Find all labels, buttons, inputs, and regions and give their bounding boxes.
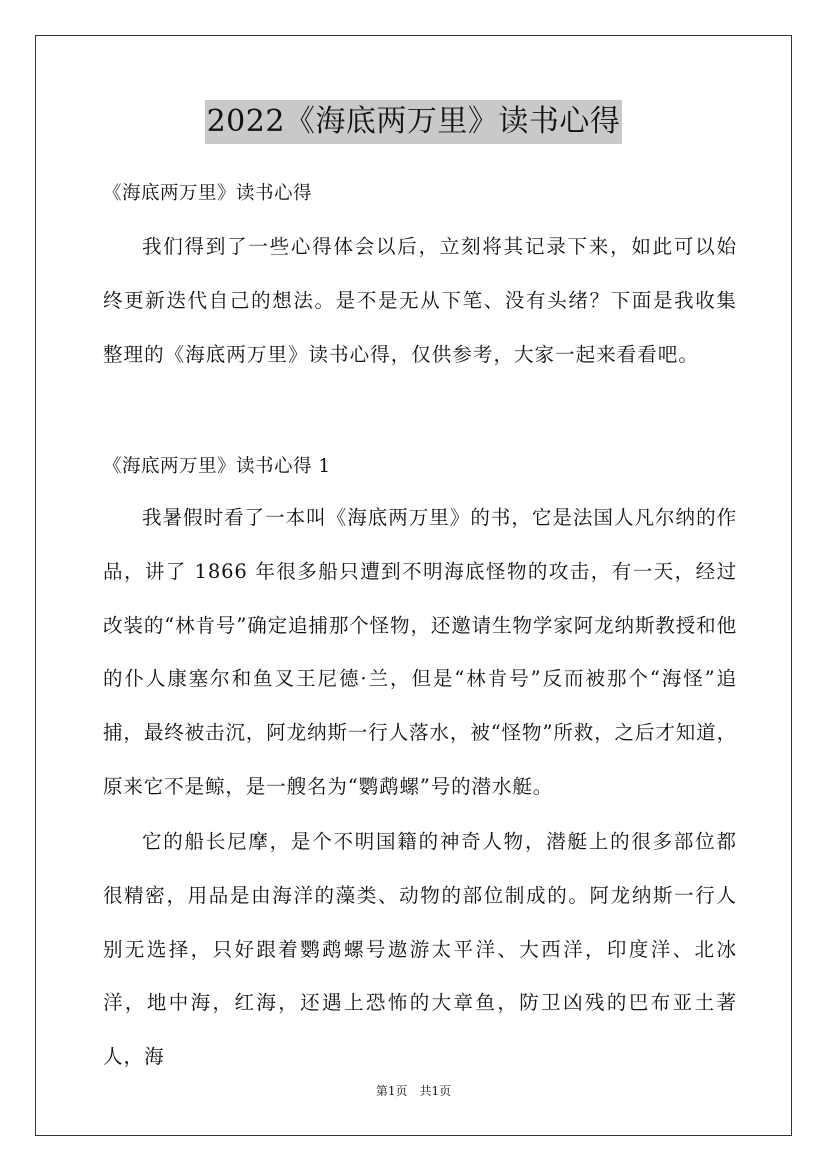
section-heading-1: 《海底两万里》读书心得 1 bbox=[103, 456, 331, 477]
intro-paragraph: 我们得到了一些心得体会以后，立刻将其记录下来，如此可以始终更新迭代自己的想法。是不是无从下笔、没有头绪？下面是我收集整理的《海底两万里》读书心得，仅供参考，大家一起来看看吧。 bbox=[103, 235, 737, 366]
document-title: 2022《海底两万里》读书心得 bbox=[205, 100, 623, 144]
body-paragraph-2: 它的船长尼摩，是个不明国籍的神奇人物，潜艇上的很多部位都很精密，用品是由海洋的藻类、动物的部位制成的。阿龙纳斯一行人别无选择，只好跟着鹦鹉螺号遨游太平洋、大西洋，印度洋、北冰洋，地中海，红海，还遇上恐怖的大章鱼，防卫凶残的巴布亚土著人，海 bbox=[103, 830, 737, 1069]
document-subtitle: 《海底两万里》读书心得 bbox=[103, 183, 313, 204]
page-number-footer: 第1页 共1页 bbox=[375, 1084, 452, 1098]
body-paragraph-1: 我暑假时看了一本叫《海底两万里》的书，它是法国人凡尔纳的作品，讲了 1866 年很多船只遭到不明海底怪物的攻击，有一天，经过改装的“林肯号”确定追捕那个怪物，还邀请生物学家阿龙纳斯教授和他的仆人康塞尔和鱼叉王尼德·兰，但是“林肯号”反而被那个“海怪”追捕，最终被击沉，阿龙纳斯一行人落水，被“怪物”所救，之后才知道，原来它不是鲸，是一艘名为“鹦鹉螺”号的潜水艇。 bbox=[103, 506, 737, 798]
title-container bbox=[0, 100, 827, 144]
